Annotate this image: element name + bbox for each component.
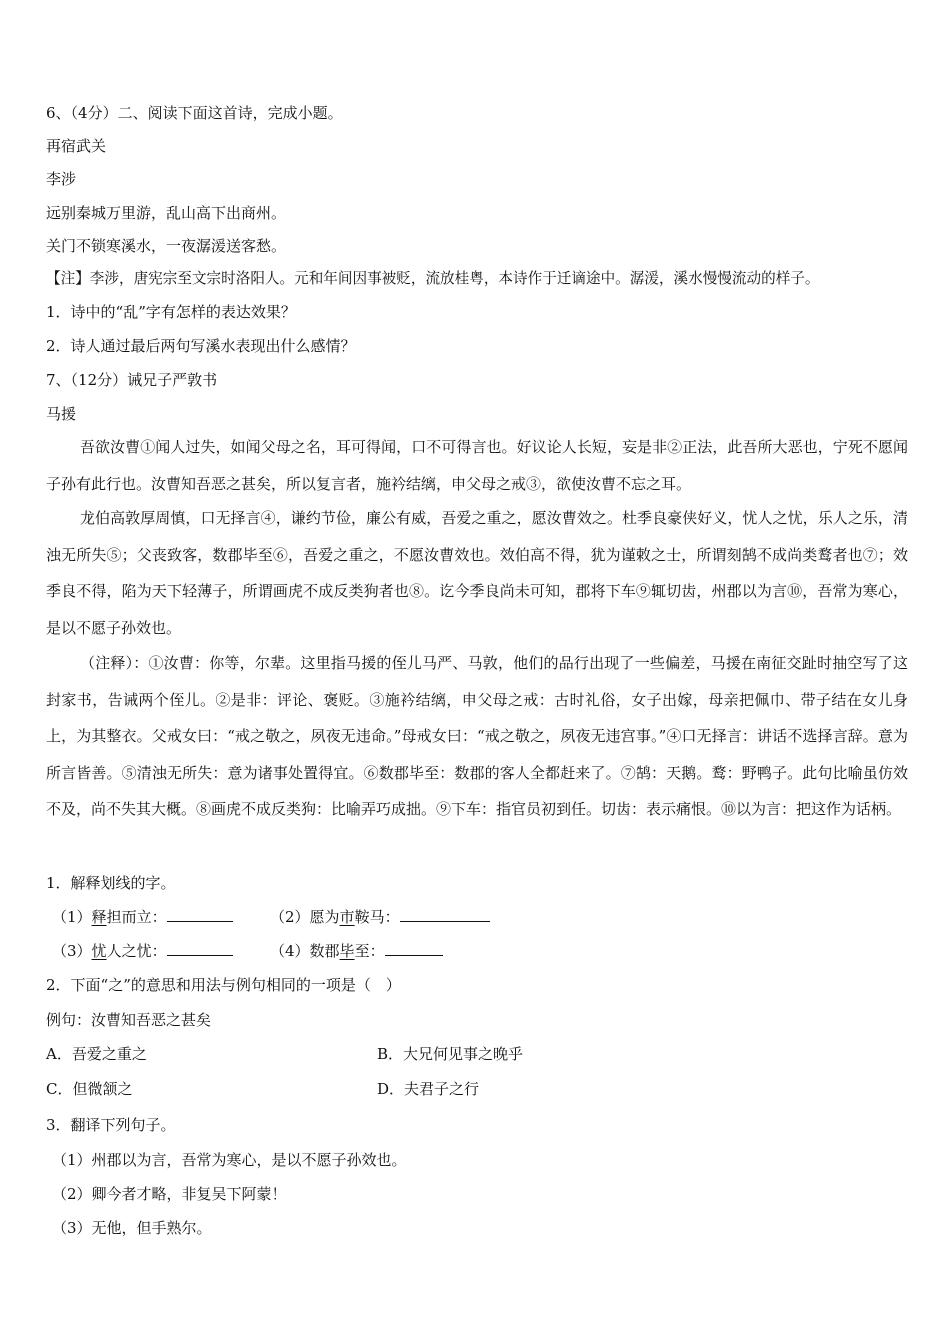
answer-blank-2[interactable] [400,907,490,922]
q7-subquestion-3: 3．翻译下列句子。 [46,1116,176,1134]
translate-item-1: （1）州郡以为言，吾常为寒心，是以不愿子孙效也。 [52,1151,407,1169]
poem-line-1: 远别秦城万里游，乱山高下出商州。 [46,204,287,222]
poem-line-2: 关门不锁寒溪水，一夜潺湲送客愁。 [46,237,287,255]
poem-title: 再宿武关 [46,137,107,155]
passage-notes: （注释）：①汝曹：你等，尔辈。这里指马援的侄儿马严、马敦，他们的品行出现了一些偏差，马援在南征交趾时抽空写了这封家书，告诫两个侄儿。②是非：评论、褒贬。③施衿结缡，申父母之戒：古时礼俗，女子出嫁，母亲把佩巾、带子结在女儿身上，为其整衣。父戒女曰：“戒之敬之，夙夜无违命。”母戒女曰：“戒之敬之，夙夜无违宫事。”④口无择言：讲话不选择言辞。意为所言皆善。⑤清浊无所失：意为诸事处置得宜。⑥数郡毕至：数郡的客人全都赶来了。⑦鹄：天鹅。鹜：野鸭子。此句比喻虽仿效不及，尚不失其大概。⑧画虎不成反类狗：比喻弄巧成拙。⑨下车：指官员初到任。切齿：表示痛恨。⑩以为言：把这作为话柄。 [46,654,908,818]
underlined-char: 释 [91,908,107,926]
answer-blank-4[interactable] [385,941,443,956]
option-d[interactable]: D．夫君子之行 [377,1080,480,1098]
poem-note: 【注】李涉，唐宪宗至文宗时洛阳人。元和年间因事被贬，流放桂粤，本诗作于迁谪途中。潺湲，溪水慢慢流动的样子。 [46,270,820,287]
option-a[interactable]: A．吾爱之重之 [46,1045,147,1063]
passage-paragraph-1: 吾欲汝曹①闻人过失，如闻父母之名，耳可得闻，口不可得言也。好议论人长短，妄是非②正法，此吾所大恶也，宁死不愿闻子孙有此行也。汝曹知吾恶之甚矣，所以复言者，施衿结缡，申父母之戒③，欲使汝曹不忘之耳。 [46,438,908,493]
option-c[interactable]: C．但微颔之 [46,1080,133,1098]
fill-item-3: （3）忧人之忧： [52,941,233,961]
underlined-char: 市 [339,908,355,926]
q7-author: 马援 [46,405,77,423]
fill-item-2: （2）愿为市鞍马： [270,907,490,927]
q7-subquestion-2: 2．下面“之”的意思和用法与例句相同的一项是（ ） [46,976,401,994]
q7-header: 7、（12分）诫兄子严敦书 [46,371,218,389]
option-b[interactable]: B．大兄何见事之晚乎 [377,1045,524,1063]
translate-item-3: （3）无他，但手熟尔。 [52,1219,212,1237]
passage-paragraph-2: 龙伯高敦厚周慎，口无择言④，谦约节俭，廉公有威，吾爱之重之，愿汝曹效之。杜季良豪侠好义，忧人之忧，乐人之乐，清浊无所失⑤；父丧致客，数郡毕至⑥，吾爱之重之，不愿汝曹效也。效伯高不得，犹为谨敕之士，所谓刻鹄不成尚类鹜者也⑦；效季良不得，陷为天下轻薄子，所谓画虎不成反类狗者也⑧。讫今季良尚未可知，郡将下车⑨辄切齿，州郡以为言⑩，吾常为寒心，是以不愿子孙效也。 [46,509,908,637]
q6-header: 6、（4分）二、阅读下面这首诗，完成小题。 [46,104,343,122]
answer-blank-3[interactable] [167,941,233,956]
answer-blank-1[interactable] [167,907,233,922]
translate-item-2: （2）卿今者才略，非复吴下阿蒙！ [52,1185,287,1203]
q6-subquestion-2: 2．诗人通过最后两句写溪水表现出什么感情？ [46,337,356,355]
underlined-char: 忧 [91,942,107,960]
fill-item-4: （4）数郡毕至： [270,941,443,961]
underlined-char: 毕 [339,942,355,960]
example-sentence: 例句：汝曹知吾恶之甚矣 [46,1011,212,1029]
q7-subquestion-1: 1．解释划线的字。 [46,874,176,892]
poet-name: 李涉 [46,170,77,188]
q6-subquestion-1: 1．诗中的“乱”字有怎样的表达效果？ [46,303,296,321]
fill-item-1: （1）释担而立： [52,907,233,927]
